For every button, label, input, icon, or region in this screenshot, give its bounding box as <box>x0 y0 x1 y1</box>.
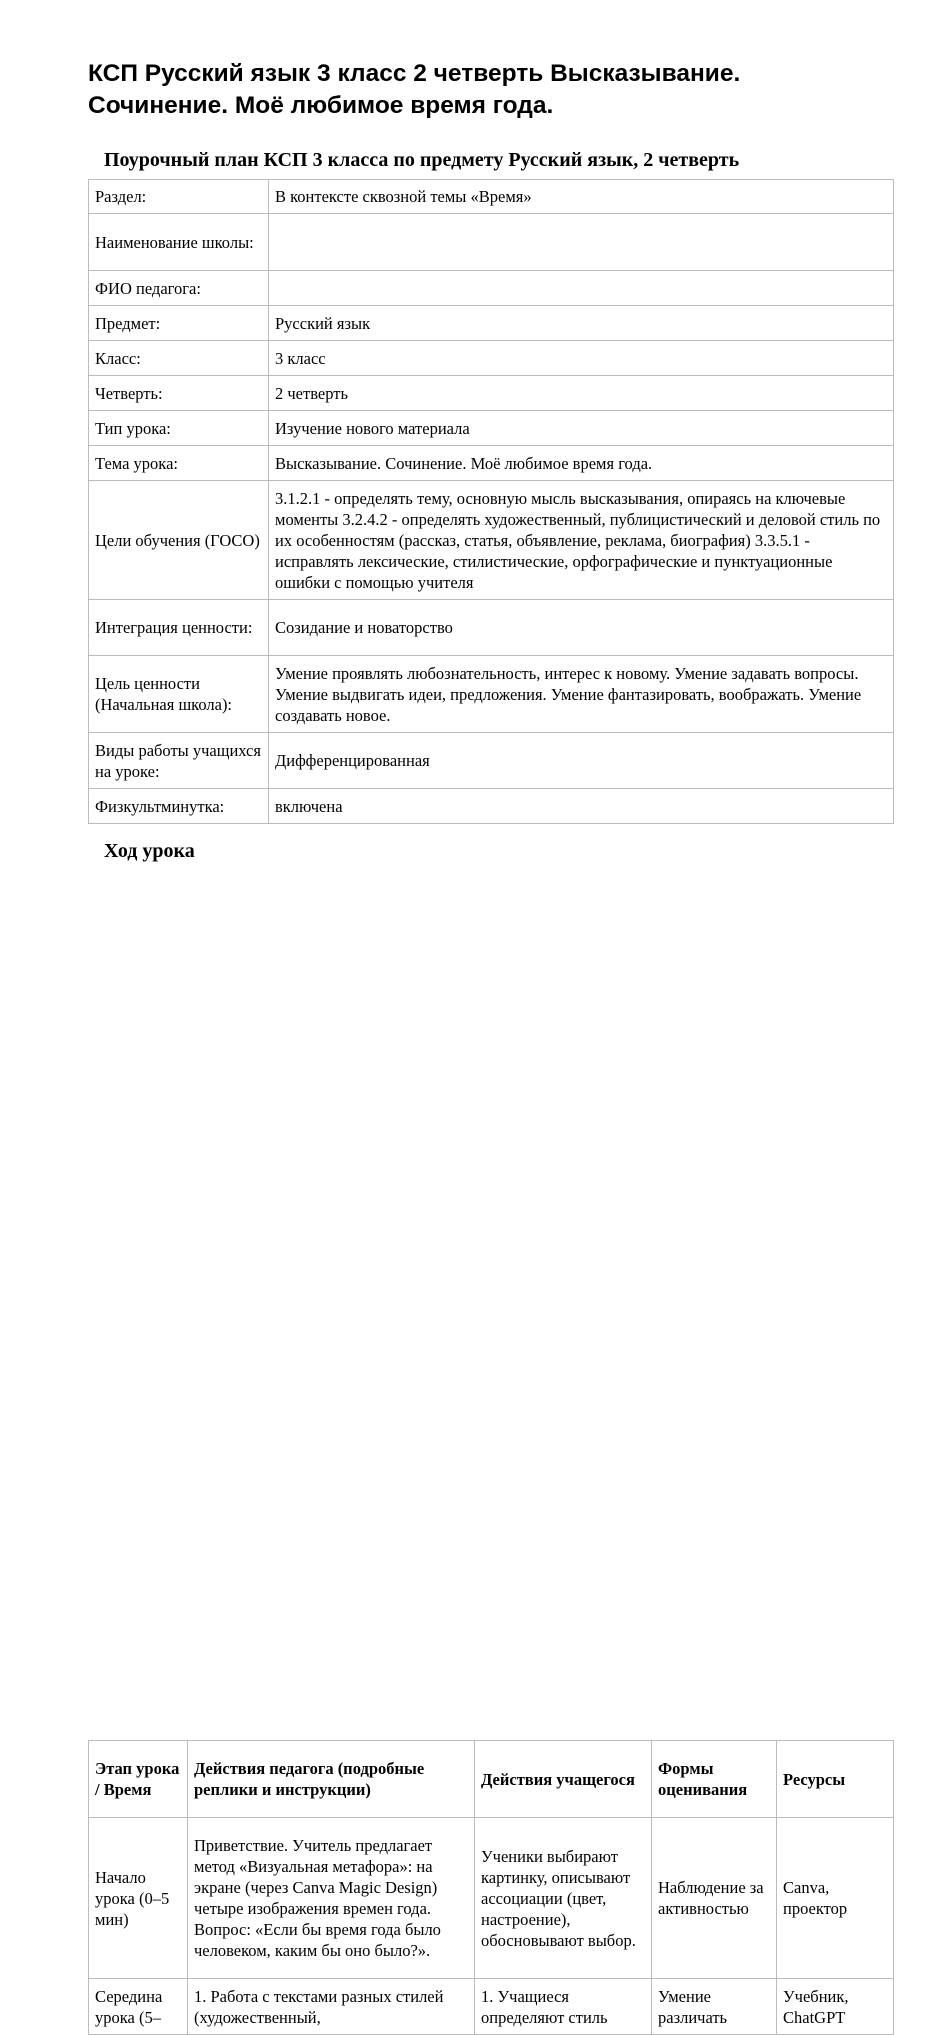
row-label: Тип урока: <box>89 411 269 446</box>
row-value: 3.1.2.1 - определять тему, основную мысль высказывания, опираясь на ключевые моменты 3.2.4.2 - определять художественный, публицистический и деловой стиль по их особенностям (рассказ, статья, объявление, реклама, биография) 3.3.5.1 - исправлять лексические, стилистические, орфографические и пунктуационные ошибки с помощью учителя <box>269 481 894 600</box>
column-header: Этап урока / Время <box>89 1741 188 1818</box>
row-label: Раздел: <box>89 180 269 214</box>
document-title: КСП Русский язык 3 класс 2 четверть Высказывание. Сочинение. Моё любимое время года. <box>88 60 741 119</box>
table-row <box>89 656 894 733</box>
row-label: Виды работы учащихся на уроке: <box>89 733 269 789</box>
row-label: Цели обучения (ГОСО) <box>89 481 269 600</box>
row-value: В контексте сквозной темы «Время» <box>269 180 894 214</box>
resources-cell: Canva, проектор <box>777 1818 894 1979</box>
column-header: Действия учащегося <box>475 1741 652 1818</box>
table-header-row <box>89 1741 894 1818</box>
row-value: Созидание и новаторство <box>269 600 894 656</box>
table-row <box>89 306 894 341</box>
lesson-table <box>88 1740 894 2035</box>
lesson-heading: Ход урока <box>104 840 195 862</box>
lesson-table-container <box>0 870 935 2027</box>
row-label: Цель ценности (Начальная школа): <box>89 656 269 733</box>
teacher-actions-cell: 1. Работа с текстами разных стилей (художественный, <box>188 1979 475 2035</box>
row-value: Дифференцированная <box>269 733 894 789</box>
table-row <box>89 214 894 271</box>
stage-cell: Начало урока (0–5 мин) <box>89 1818 188 1979</box>
row-label: Предмет: <box>89 306 269 341</box>
row-label: Физкультминутка: <box>89 789 269 824</box>
row-label: Класс: <box>89 341 269 376</box>
row-value: 2 четверть <box>269 376 894 411</box>
table-row <box>89 376 894 411</box>
row-value <box>269 271 894 306</box>
table-row <box>89 1979 894 2035</box>
row-value: 3 класс <box>269 341 894 376</box>
column-header: Формы оценивания <box>652 1741 777 1818</box>
table-row <box>89 341 894 376</box>
row-value: включена <box>269 789 894 824</box>
assessment-cell: Наблюдение за активностью <box>652 1818 777 1979</box>
row-label: Тема урока: <box>89 446 269 481</box>
table-row <box>89 1818 894 1979</box>
student-actions-cell: Ученики выбирают картинку, описывают ассоциации (цвет, настроение), обосновывают выбор. <box>475 1818 652 1979</box>
row-value: Высказывание. Сочинение. Моё любимое время года. <box>269 446 894 481</box>
table-row <box>89 446 894 481</box>
row-label: Интеграция ценности: <box>89 600 269 656</box>
row-label: Четверть: <box>89 376 269 411</box>
plan-heading: Поурочный план КСП 3 класса по предмету Русский язык, 2 четверть <box>104 149 740 171</box>
column-header: Ресурсы <box>777 1741 894 1818</box>
table-row <box>89 600 894 656</box>
table-row <box>89 789 894 824</box>
row-label: Наименование школы: <box>89 214 269 271</box>
table-row <box>89 733 894 789</box>
table-row <box>89 411 894 446</box>
assessment-cell: Умение различать <box>652 1979 777 2035</box>
student-actions-cell: 1. Учащиеся определяют стиль <box>475 1979 652 2035</box>
table-row <box>89 481 894 600</box>
row-value: Изучение нового материала <box>269 411 894 446</box>
row-label: ФИО педагога: <box>89 271 269 306</box>
row-value: Умение проявлять любознательность, интерес к новому. Умение задавать вопросы. Умение выдвигать идеи, предложения. Умение фантазировать, воображать. Умение создавать новое. <box>269 656 894 733</box>
stage-cell: Середина урока (5– <box>89 1979 188 2035</box>
teacher-actions-cell: Приветствие. Учитель предлагает метод «Визуальная метафора»: на экране (через Canva Magic Design) четыре изображения времен года. Вопрос: «Если бы время года было человеком, каким бы оно было?». <box>188 1818 475 1979</box>
column-header: Действия педагога (подробные реплики и инструкции) <box>188 1741 475 1818</box>
table-row <box>89 271 894 306</box>
plan-info-table <box>88 179 894 824</box>
resources-cell: Учебник, ChatGPT <box>777 1979 894 2035</box>
row-value <box>269 214 894 271</box>
table-row <box>89 180 894 214</box>
row-value: Русский язык <box>269 306 894 341</box>
